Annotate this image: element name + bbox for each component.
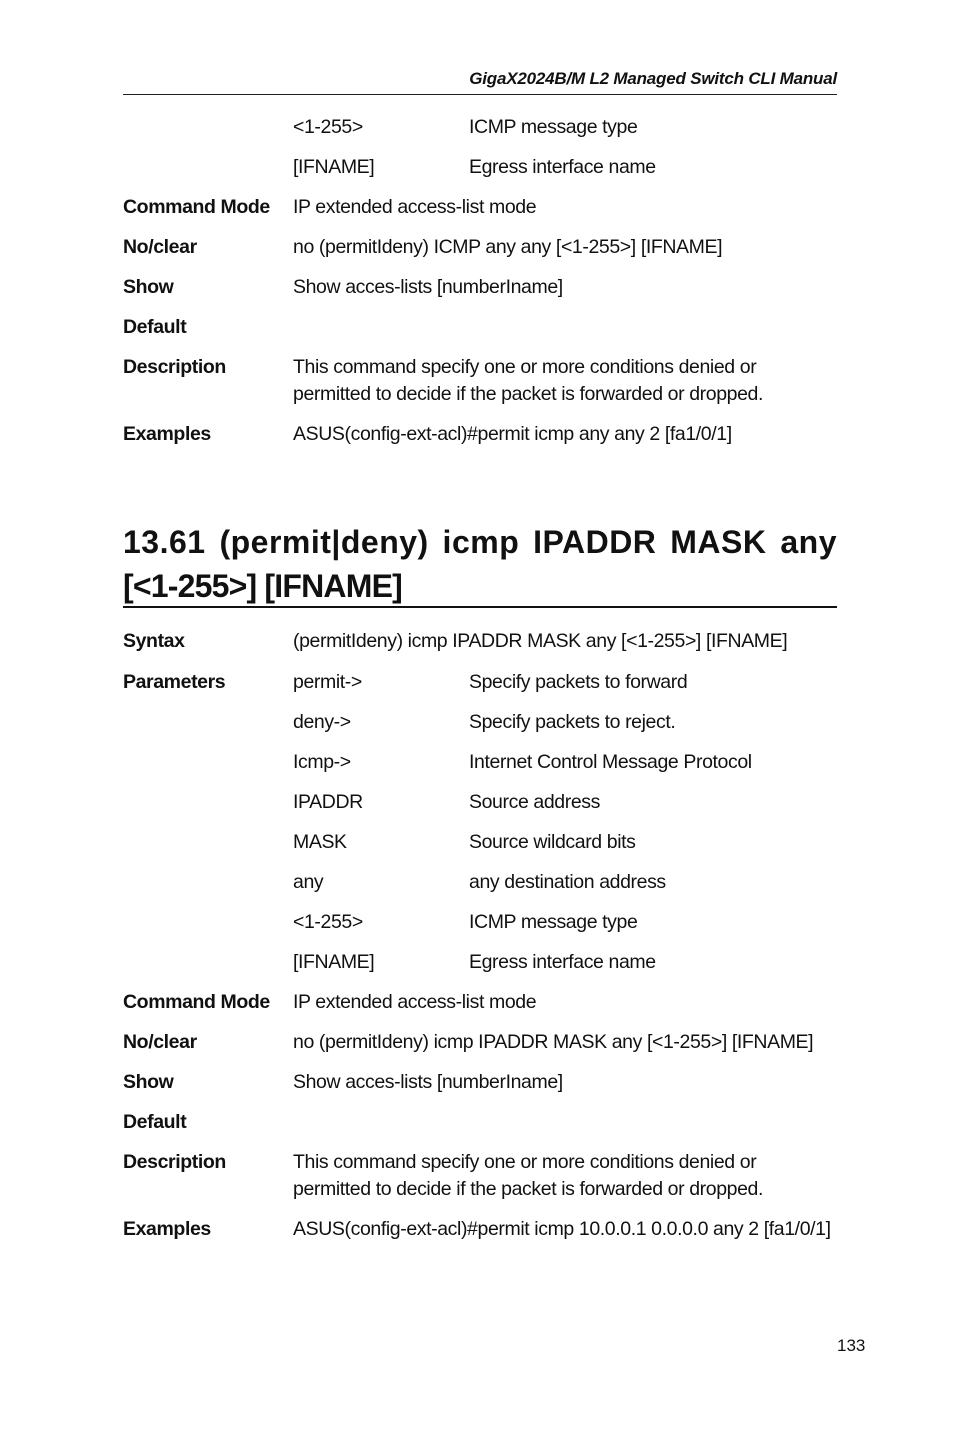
param-name: deny-> [293,711,351,733]
param-desc: Specify packets to reject. [469,711,676,733]
section-title-line2: [<1-255>] [IFNAME] [123,568,402,604]
row-label: Show [123,1071,174,1093]
row-label: Command Mode [123,991,270,1013]
section-rule [123,606,837,608]
row-value: ASUS(config-ext-acl)#permit icmp any any 2 [fa1/0/1] [293,423,732,445]
param-name: IPADDR [293,791,363,813]
row-value: Show acces-lists [numberIname] [293,276,563,298]
row-label: Description [123,1151,226,1173]
param-desc: Egress interface name [469,951,656,973]
row-value: IP extended access-list mode [293,196,537,218]
row-value: no (permitIdeny) icmp IPADDR MASK any [<1-255>] [IFNAME] [293,1031,814,1053]
section-title-line1: 13.61 (permit|deny) icmp IPADDR MASK any [123,524,837,560]
row-label: Show [123,276,174,298]
row-label: Examples [123,1218,211,1240]
command-mode-row [123,991,863,1013]
section-title [123,520,837,608]
row-value-line: permitted to decide if the packet is forwarded or dropped. [293,383,763,405]
row-label: No/clear [123,1031,197,1053]
param-name: <1-255> [293,911,363,933]
param-name: MASK [293,831,347,853]
param-desc: Egress interface name [469,156,656,178]
row-label: Parameters [123,671,226,693]
running-header: GigaX2024B/M L2 Managed Switch CLI Manual [469,69,837,88]
examples-row [123,1218,863,1240]
command-mode-row [123,196,863,218]
param-desc: any destination address [469,871,666,893]
row-label: Examples [123,423,211,445]
description-row [123,356,863,405]
row-value-line: This command specify one or more conditions denied or [293,356,757,378]
param-name: [IFNAME] [293,951,375,973]
param-name: permit-> [293,671,362,693]
row-label: Command Mode [123,196,270,218]
row-value: (permitIdeny) icmp IPADDR MASK any [<1-255>] [IFNAME] [293,630,788,652]
row-value: no (permitIdeny) ICMP any any [<1-255>] [IFNAME] [293,236,723,258]
description-row [123,1151,863,1200]
param-name: [IFNAME] [293,156,375,178]
no-clear-row [123,1031,863,1053]
header-rule [123,94,837,95]
examples-row [123,423,863,445]
row-value-line: permitted to decide if the packet is forwarded or dropped. [293,1178,763,1200]
row-label: No/clear [123,236,197,258]
row-label: Default [123,316,187,338]
param-desc: ICMP message type [469,911,638,933]
row-label: Description [123,356,226,378]
param-desc: Source address [469,791,600,813]
param-desc: Specify packets to forward [469,671,688,693]
param-name: <1-255> [293,116,363,138]
row-label: Syntax [123,630,185,652]
row-value: Show acces-lists [numberIname] [293,1071,563,1093]
no-clear-row [123,236,863,258]
row-value-line: This command specify one or more conditions denied or [293,1151,757,1173]
show-row [123,276,863,298]
param-desc: ICMP message type [469,116,638,138]
show-row [123,1071,863,1093]
syntax-row [123,630,863,652]
page-number: 133 [837,1336,866,1355]
row-value: IP extended access-list mode [293,991,537,1013]
row-value: ASUS(config-ext-acl)#permit icmp 10.0.0.1 0.0.0.0 any 2 [fa1/0/1] [293,1218,831,1240]
row-label: Default [123,1111,187,1133]
param-name: Icmp-> [293,751,351,773]
param-desc: Source wildcard bits [469,831,636,853]
param-desc: Internet Control Message Protocol [469,751,752,773]
param-name: any [293,871,324,893]
